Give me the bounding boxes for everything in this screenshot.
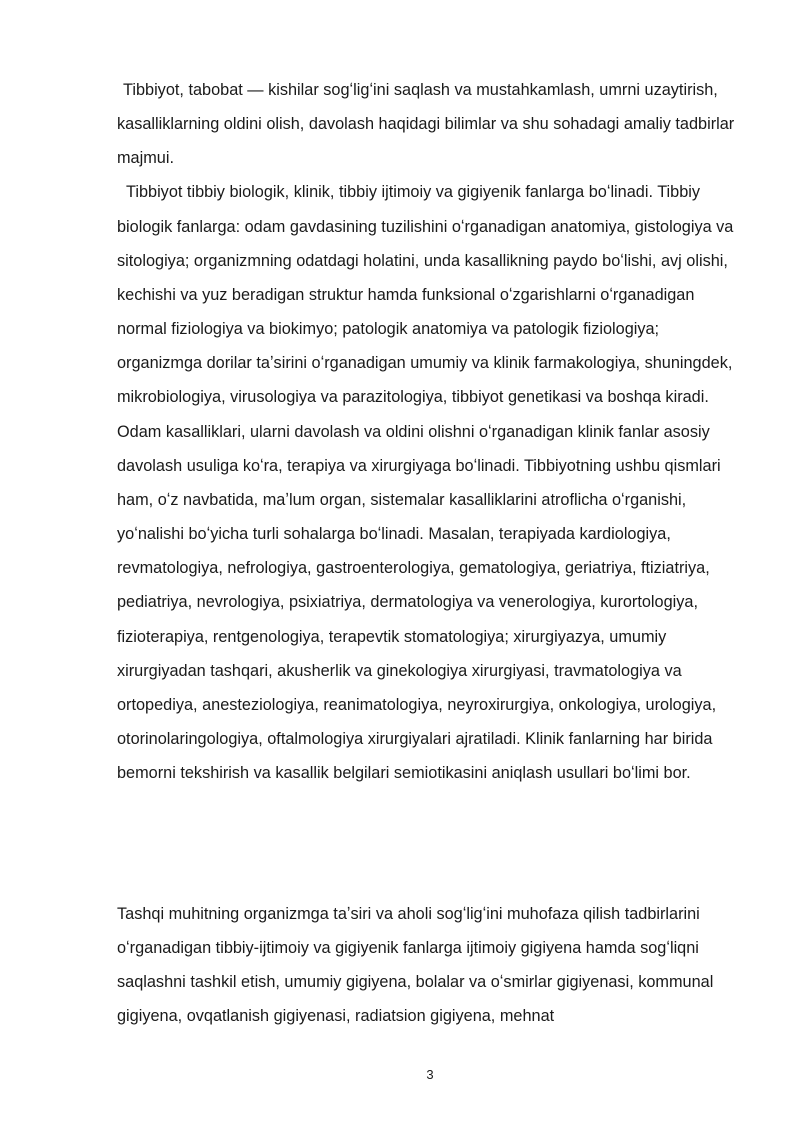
main-text-block [117,73,745,790]
continuation-text-block [117,897,745,1034]
paragraph-definition: Tibbiyot, tabobat — kishilar sogʻligʻini saqlash va mustahkamlash, umrni uzaytirish, kasalliklarning oldini olish, davolash haqidagi bilimlar va shu sohadagi amaliy tadbirlar majmui. [117,81,735,168]
paragraph-classification: Tibbiyot tibbiy biologik, klinik, tibbiy ijtimoiy va gigiyenik fanlarga boʻlinadi. Tibbiy biologik fanlarga: odam gavdasining tuzilishini oʻrganadigan anatomiya, gistologiya va sitologiya; organizmning odatdagi holatini, unda kasallikning paydo boʻlishi, avj olishi, kechishi va yuz beradigan struktur hamda funksional oʻzgarishlarni oʻrganadigan normal fiziologiya va biokimyo; patologik anatomiya va patologik fiziologiya; organizmga dorilar taʼsirini oʻrganadigan umumiy va klinik farmakologiya, shuningdek, mikrobiologiya, virusologiya va parazitologiya, tibbiyot genetikasi va boshqa kiradi. Odam kasalliklari, ularni davolash va oldini olishni oʻrganadigan klinik fanlar asosiy davolash usuliga koʻra, terapiya va xirurgiyaga boʻlinadi. Tibbiyotning ushbu qismlari ham, oʻz navbatida, maʼlum organ, sistemalar kasalliklarini atroflicha oʻrganishi, yoʻnalishi boʻyicha turli sohalarga boʻlinadi. Masalan, terapiyada kardiologiya, revmatologiya, nefrologiya, gastroenterologiya, gematologiya, geriatriya, ftiziatriya, pediatriya, nevrologiya, psixiatriya, dermatologiya va venerologiya, kurortologiya, fizioterapiya, rentgenologiya, terapevtik stomatologiya; xirurgiyazya, umumiy xirurgiyadan tashqari, akusherlik va ginekologiya xirurgiyasi, travmatologiya va ortopediya, anesteziologiya, reanimatologiya, neyroxirurgiya, onkologiya, urologiya, otorinolaringologiya, oftalmologiya xirurgiyalari ajratiladi. Klinik fanlarning har birida bemorni tekshirish va kasallik belgilari semiotikasini aniqlash usullari boʻlimi bor. [117,183,734,783]
page-number: 3 [426,1067,434,1082]
paragraph-hygiene: Tashqi muhitning organizmga taʼsiri va aholi sogʻligʻini muhofaza qilish tadbirlarini oʻrganadigan tibbiy-ijtimoiy va gigiyenik fanlarga ijtimoiy gigiyena hamda sogʻliqni saqlashni tashkil etish, umumiy gigiyena, bolalar va oʻsmirlar gigiyenasi, kommunal gigiyena, ovqatlanish gigiyenasi, radiatsion gigiyena, mehnat [117,905,714,1026]
